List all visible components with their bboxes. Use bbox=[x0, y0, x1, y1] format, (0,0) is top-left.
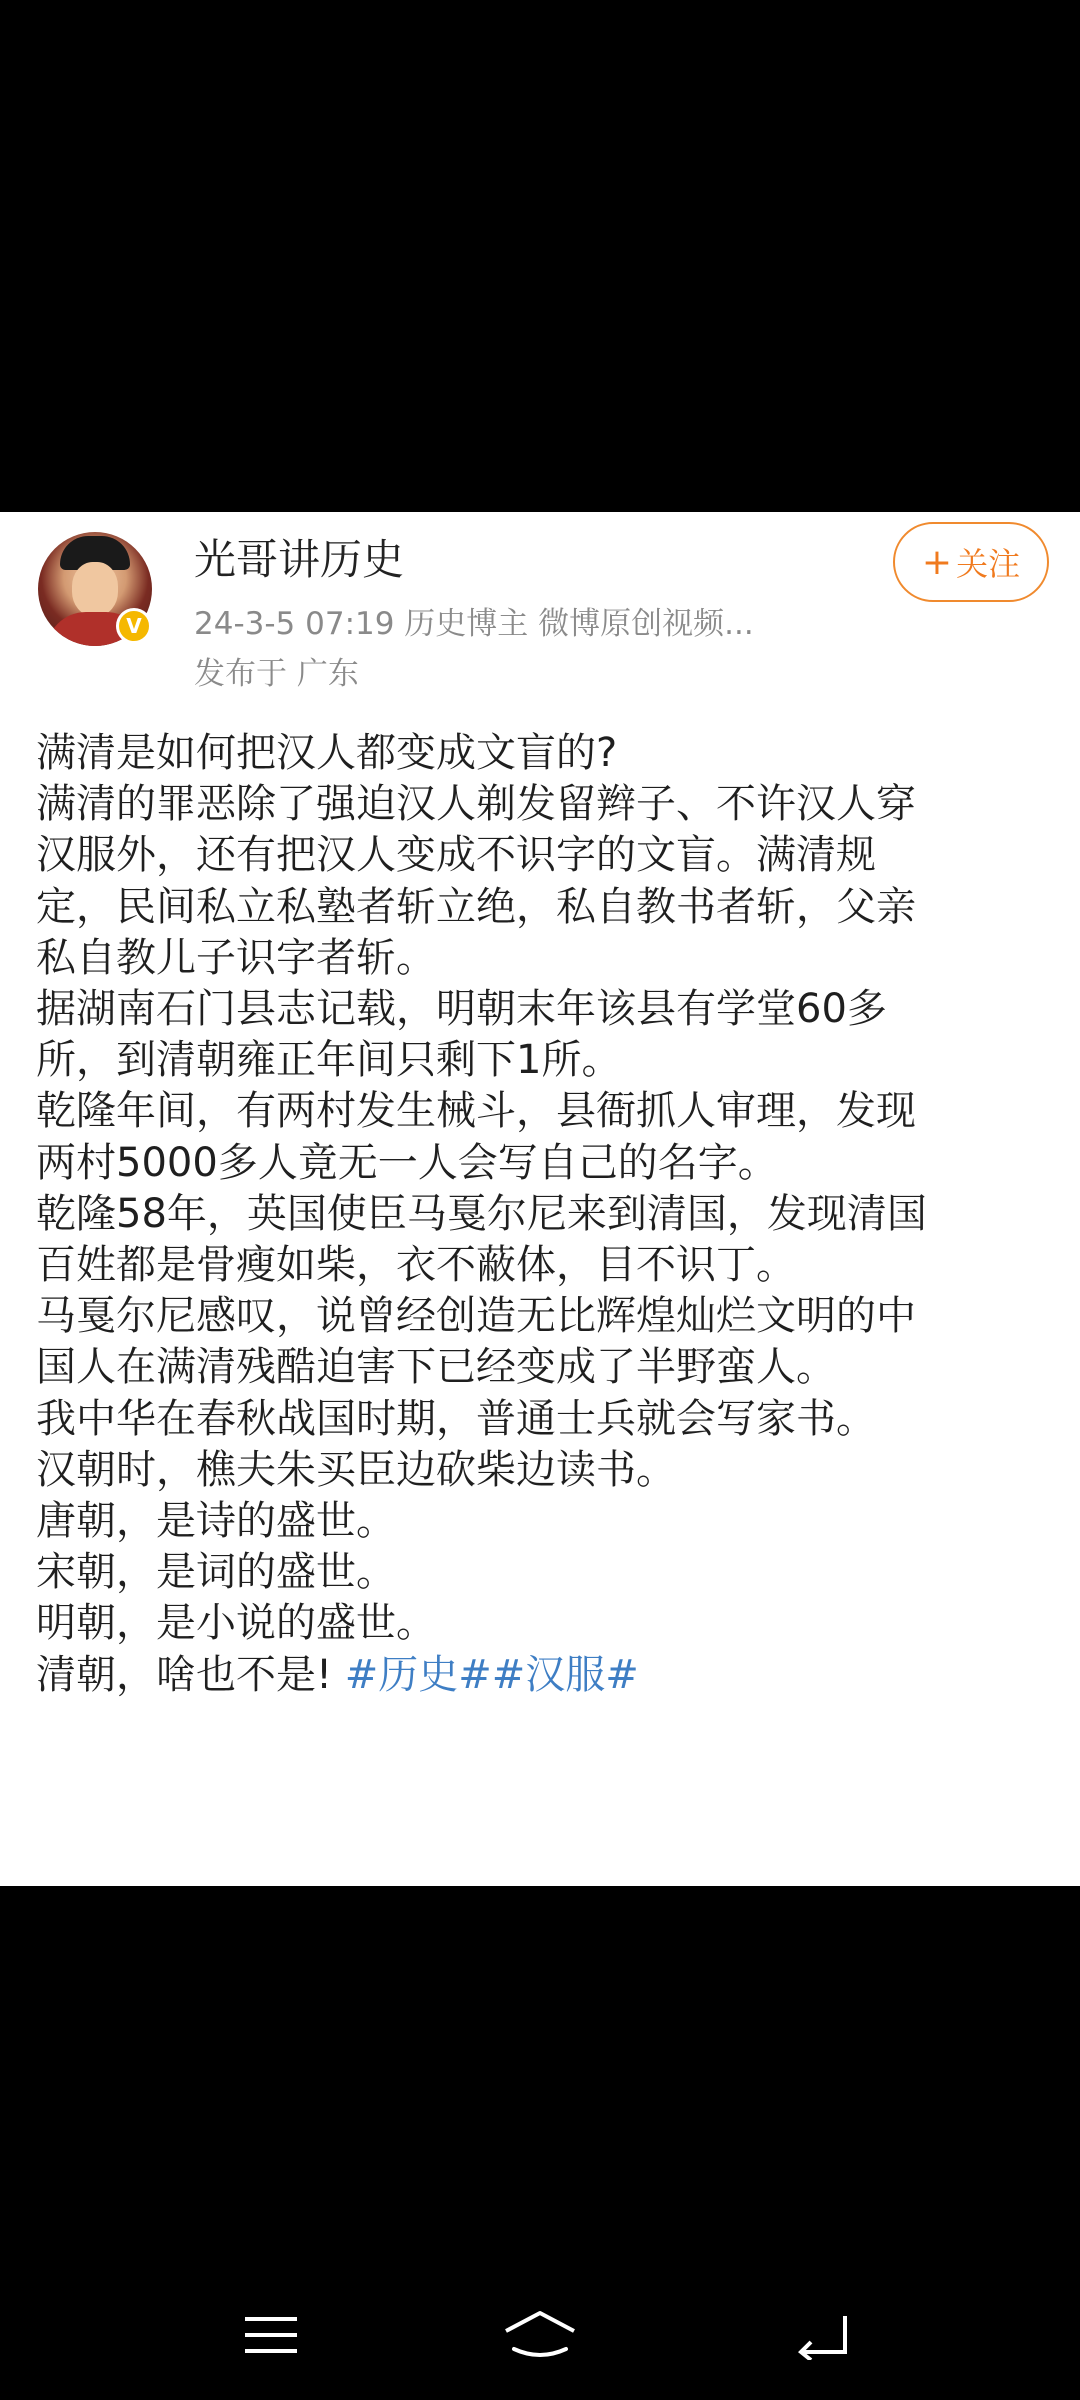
post-line: 乾隆58年，英国使臣马戛尔尼来到清国，发现清国 bbox=[36, 1190, 927, 1237]
avatar-face bbox=[72, 562, 118, 616]
post-line: 汉服外，还有把汉人变成不识字的文盲。满清规 bbox=[36, 832, 876, 879]
follow-label: 关注 bbox=[956, 545, 1021, 583]
post-line: 百姓都是骨瘦如柴，衣不蔽体，目不识丁。 bbox=[36, 1242, 796, 1289]
post-line: 定，民间私立私塾者斩立绝，私自教书者斩，父亲 bbox=[36, 883, 916, 930]
post-last-line bbox=[36, 1650, 1046, 1701]
home-icon[interactable] bbox=[495, 2290, 585, 2380]
post-meta: 24-3-5 07:19 历史博主 微博原创视频... bbox=[194, 606, 754, 642]
author-name[interactable]: 光哥讲历史 bbox=[194, 535, 405, 584]
hashtag-links[interactable]: #历史##汉服# bbox=[344, 1651, 639, 1698]
post-last-line-text: 清朝，啥也不是! bbox=[36, 1651, 345, 1698]
post-line: 所，到清朝雍正年间只剩下1所。 bbox=[36, 1037, 622, 1084]
post-line: 宋朝，是词的盛世。 bbox=[36, 1549, 396, 1596]
post-line: 明朝，是小说的盛世。 bbox=[36, 1600, 436, 1647]
post-line: 两村5000多人竟无一人会写自己的名字。 bbox=[36, 1139, 778, 1186]
post-line: 马戛尔尼感叹，说曾经创造无比辉煌灿烂文明的中 bbox=[36, 1293, 916, 1340]
post-location: 发布于 广东 bbox=[194, 656, 359, 692]
post-line: 唐朝，是诗的盛世。 bbox=[36, 1498, 396, 1545]
post-line: 据湖南石门县志记载，明朝末年该县有学堂60多 bbox=[36, 986, 887, 1033]
verified-badge-icon: V bbox=[116, 608, 152, 644]
menu-icon[interactable] bbox=[226, 2290, 316, 2380]
plus-icon: + bbox=[921, 541, 953, 583]
post-line: 汉朝时，樵夫朱买臣边砍柴边读书。 bbox=[36, 1446, 676, 1493]
follow-button[interactable] bbox=[893, 522, 1049, 602]
post-content bbox=[36, 728, 1046, 1701]
system-navigation-bar bbox=[0, 2290, 1080, 2380]
post-line: 乾隆年间，有两村发生械斗，县衙抓人审理，发现 bbox=[36, 1088, 916, 1135]
screen-top-black-area bbox=[0, 0, 1080, 512]
post-line: 满清是如何把汉人都变成文盲的? bbox=[36, 730, 618, 776]
post-line: 国人在满清残酷迫害下已经变成了半野蛮人。 bbox=[36, 1344, 836, 1391]
post-line: 我中华在春秋战国时期，普通士兵就会写家书。 bbox=[36, 1395, 876, 1442]
post-line: 满清的罪恶除了强迫汉人剃发留辫子、不许汉人穿 bbox=[36, 781, 916, 828]
back-icon[interactable] bbox=[778, 2290, 868, 2380]
post-line: 私自教儿子识字者斩。 bbox=[36, 934, 436, 981]
